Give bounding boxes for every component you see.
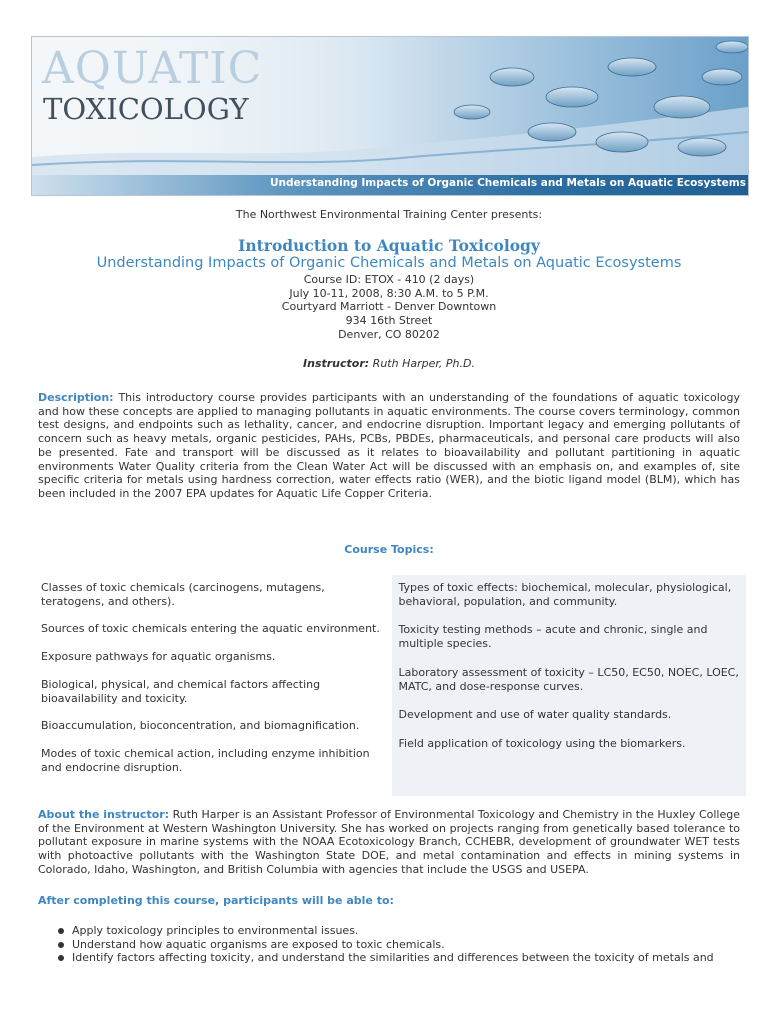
topic-item: Exposure pathways for aquatic organisms. (41, 650, 276, 664)
presents-line: The Northwest Environmental Training Center presents: (235, 208, 543, 221)
topics-left-column (34, 575, 389, 796)
topic-item: Laboratory assessment of toxicity – LC50, EC50, NOEC, LOEC, MATC, and dose-response curves. (398, 665, 739, 693)
about-label: About the instructor: (38, 808, 170, 821)
outcomes-list (58, 924, 748, 965)
topic-item: Development and use of water quality standards. (398, 708, 672, 722)
course-city: Denver, CO 80202 (338, 327, 440, 341)
course-subtitle: Understanding Impacts of Organic Chemicals and Metals on Aquatic Ecosystems (96, 255, 682, 271)
list-item-text: Understand how aquatic organisms are exposed to toxic chemicals. (72, 937, 445, 951)
instructor-name: Ruth Harper, Ph.D. (369, 357, 475, 370)
course-id: Course ID: ETOX - 410 (2 days) (303, 273, 475, 286)
topic-item: Sources of toxic chemicals entering the aquatic environment. (41, 622, 380, 636)
bullet-icon (58, 942, 64, 948)
course-details (31, 273, 747, 342)
topic-item: Types of toxic effects: biochemical, molecular, physiological, behavioral, population, and community. (398, 581, 732, 608)
bullet-icon (58, 928, 64, 934)
about-text: Ruth Harper is an Assistant Professor of Environmental Toxicology and Chemistry in the Huxley College of the Environment at Western Washington University. She has worked on projects ranging from genetically based tolerance to pollutant exposure in marine systems with the NOAA Ecotoxicology Branch, CCHEBR, development of groundwater WET tests with photoactive pollutants with the Washington State DOE, and metal contamination and effects in mining systems in Colorado, Idaho, Washington, and British Columbia with agencies that include the USGS and USEPA. (38, 808, 740, 876)
topic-item: Modes of toxic chemical action, including enzyme inhibition and endocrine disruption. (41, 746, 370, 774)
header-banner (31, 36, 749, 196)
description-paragraph (38, 391, 740, 501)
course-venue: Courtyard Marriott - Denver Downtown (281, 300, 497, 314)
instructor-label: Instructor: (303, 357, 370, 370)
instructor-line (31, 357, 747, 370)
topic-item: Field application of toxicology using the biomarkers. (398, 736, 686, 750)
course-date: July 10-11, 2008, 8:30 A.M. to 5 P.M. (289, 286, 489, 300)
list-item-text: Apply toxicology principles to environmental issues. (72, 924, 359, 937)
banner-title-toxicology: TOXICOLOGY (43, 92, 249, 126)
about-instructor-paragraph (38, 808, 740, 877)
topics-right-column (392, 575, 747, 796)
topic-item: Classes of toxic chemicals (carcinogens, mutagens, teratogens, and others). (41, 581, 325, 608)
banner-strip (32, 175, 748, 195)
topic-item: Bioaccumulation, bioconcentration, and biomagnification. (41, 719, 360, 733)
banner-strip-text: Understanding Impacts of Organic Chemicals and Metals on Aquatic Ecosystems (269, 177, 746, 189)
description-text: This introductory course provides participants with an understanding of the foundations of aquatic toxicology and how these concepts are applied to managing pollutants in aquatic environments. The course covers terminology, common test designs, and endpoints such as lethality, cancer, and endocrine disruption. Important legacy and emerging pollutants of concern such as heavy metals, organic pesticides, PAHs, PCBs, PBDEs, pharmaceuticals, and personal care products will also be presented. Fate and transport will be discussed as it relates to bioavailability and pollutant partitioning in aquatic environments Water Quality criteria from the Clean Water Act will be discussed with an emphasis on, and examples of, site specific criteria for metals using hardness correction, water effects ratio (WER), and the biotic ligand model (BLM), which has been included in the 2007 EPA updates for Aquatic Life Copper Criteria. (38, 391, 740, 500)
course-street: 934 16th Street (345, 314, 433, 328)
course-title: Introduction to Aquatic Toxicology (238, 236, 540, 255)
course-topics-table (34, 575, 746, 796)
banner-title-aquatic: AQUATIC (42, 43, 263, 94)
list-item (58, 924, 748, 938)
description-label: Description: (38, 391, 114, 404)
list-item-text: Identify factors affecting toxicity, and understand the similarities and differences between the toxicity of metals and (72, 951, 714, 965)
course-topics-heading: Course Topics: (344, 543, 434, 556)
list-item (58, 938, 748, 952)
bullet-icon (58, 955, 64, 961)
topic-item: Biological, physical, and chemical factors affecting bioavailability and toxicity. (41, 677, 321, 705)
topic-item: Toxicity testing methods – acute and chronic, single and multiple species. (398, 623, 708, 651)
list-item (58, 951, 748, 965)
outcomes-heading: After completing this course, participants will be able to: (38, 894, 394, 907)
